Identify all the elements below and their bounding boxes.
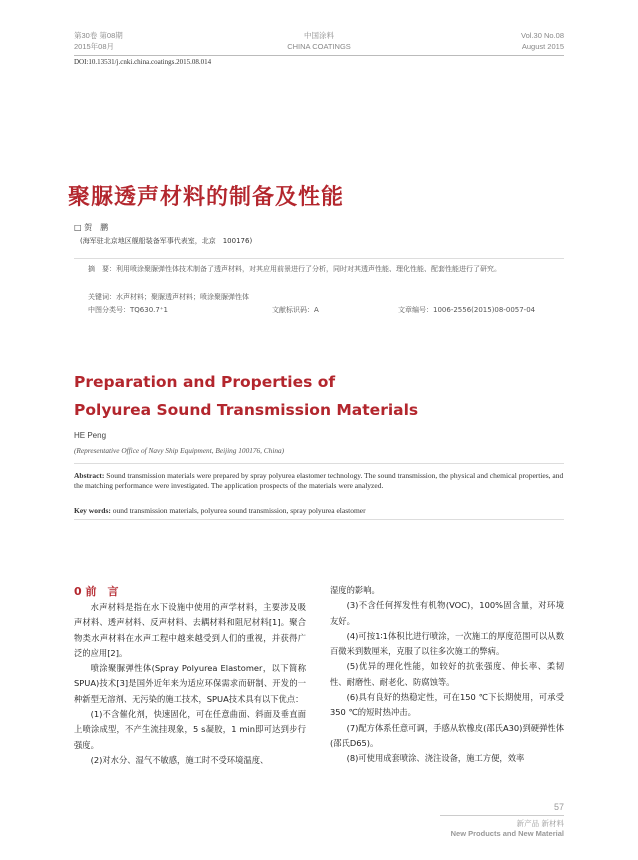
- keywords-cn: [88, 292, 249, 303]
- body-right-column: [330, 583, 564, 767]
- journal-volume-en: Vol.30 No.08 August 2015: [521, 31, 564, 51]
- abstract-en: [74, 471, 564, 491]
- paragraph: (4)可按1∶1体积比进行喷涂，一次施工的厚度范围可以从数百微米到数厘米，克服了以往多次施工的弊病。: [330, 630, 564, 657]
- abstract-en-label: Abstract:: [74, 471, 105, 480]
- footer-column-cn: 新产品 新材料: [516, 819, 564, 828]
- affiliation-en: (Representative Office of Navy Ship Equipment, Beijing 100176, China): [74, 446, 285, 455]
- journal-name: 中国涂料 CHINA COATINGS: [287, 31, 351, 51]
- title-en-line2: Polyurea Sound Transmission Materials: [74, 401, 419, 419]
- paragraph: (7)配方体系任意可调，手感从软橡皮(邵氏A30)到硬弹性体(邵氏D65)。: [330, 722, 564, 748]
- abstract-cn-text: 利用喷涂聚脲弹性体技术制备了透声材料，对其应用前景进行了分析，同时对其透声性能、理化性能、配套性能进行了研究。: [116, 265, 501, 273]
- journal-volume-cn: 第30卷 第08期 2015年08月: [74, 31, 123, 51]
- paragraph: 湿度的影响。: [330, 585, 380, 595]
- author-cn: □ 贺 鹏: [74, 223, 109, 232]
- divider-en-abstract: [74, 463, 564, 464]
- keywords-en: [74, 506, 366, 516]
- keywords-cn-text: 水声材料；聚脲透声材料；喷涂聚脲弹性体: [116, 293, 249, 301]
- abstract-cn-label: 摘 要：: [88, 265, 116, 273]
- divider-body: [74, 519, 564, 520]
- paragraph: (6)具有良好的热稳定性，可在150 ℃下长期使用，可承受350 ℃的短时热冲击。: [330, 692, 564, 718]
- title-cn: 聚脲透声材料的制备及性能: [68, 185, 345, 210]
- title-en-line1: Preparation and Properties of: [74, 373, 336, 391]
- paragraph: 喷涂聚脲弹性体(Spray Polyurea Elastomer，以下简称SPUA)技术[3]是国外近年来为适应环保需求而研制、开发的一种新型无溶剂、无污染的施工技术，SPUA技术具有以下优点：: [74, 663, 306, 704]
- section-heading-introduction: 0 前 言: [74, 585, 119, 598]
- paragraph: (8)可使用成套喷涂、浇注设备，施工方便，效率: [346, 753, 525, 764]
- doi: DOI:10.13531/j.cnki.china.coatings.2015.08.014: [74, 58, 212, 66]
- classification-number: 中图分类号：TQ630.7⁺1: [88, 306, 168, 314]
- header-divider: [74, 55, 564, 56]
- paragraph: (1)不含催化剂，快速固化，可在任意曲面、斜面及垂直面上喷涂成型，不产生流挂现象，5 s凝胶，1 min即可达到步行强度。: [74, 709, 306, 750]
- divider-cn-abstract: [74, 258, 564, 259]
- footer-column-en: New Products and New Material: [450, 829, 564, 838]
- keywords-en-text: ound transmission materials, polyurea sound transmission, spray polyurea elastomer: [110, 506, 366, 515]
- author-en: HE Peng: [74, 431, 107, 440]
- paragraph: 水声材料是指在水下设施中使用的声学材料，主要涉及吸声材料、透声材料、反声材料、去耦材料和阻尼材料[1]。聚合物类水声材料在水声工程中越来越受到人们的重视，并获得广泛的应用[2]。: [74, 602, 306, 658]
- abstract-en-text: Sound transmission materials were prepared by spray polyurea elastomer technology. The sound transmission, the physical and chemical properties, and the matching performance were investigated. The application prospects of the materials were analyzed.: [74, 471, 564, 490]
- paragraph: (5)优异的理化性能，如较好的抗张强度、伸长率、柔韧性、耐磨性、耐老化、防腐蚀等。: [330, 661, 564, 687]
- article-number: 文章编号：1006-2556(2015)08-0057-04: [398, 306, 536, 314]
- paragraph: (3)不含任何挥发性有机物(VOC)，100%固含量，对环境友好。: [330, 600, 564, 626]
- abstract-cn: [88, 264, 558, 275]
- keywords-en-label: Key words:: [74, 506, 111, 515]
- footer-divider: [440, 815, 564, 816]
- page-number: 57: [553, 802, 564, 812]
- affiliation-cn: (海军驻北京地区舰船装备军事代表室，北京 100176): [80, 237, 253, 245]
- body-left-column: [74, 600, 306, 768]
- paragraph: (2)对水分、湿气不敏感，施工时不受环境温度、: [90, 754, 269, 765]
- keywords-cn-label: 关键词：: [88, 293, 116, 301]
- document-code: 文献标识码：A: [272, 306, 319, 314]
